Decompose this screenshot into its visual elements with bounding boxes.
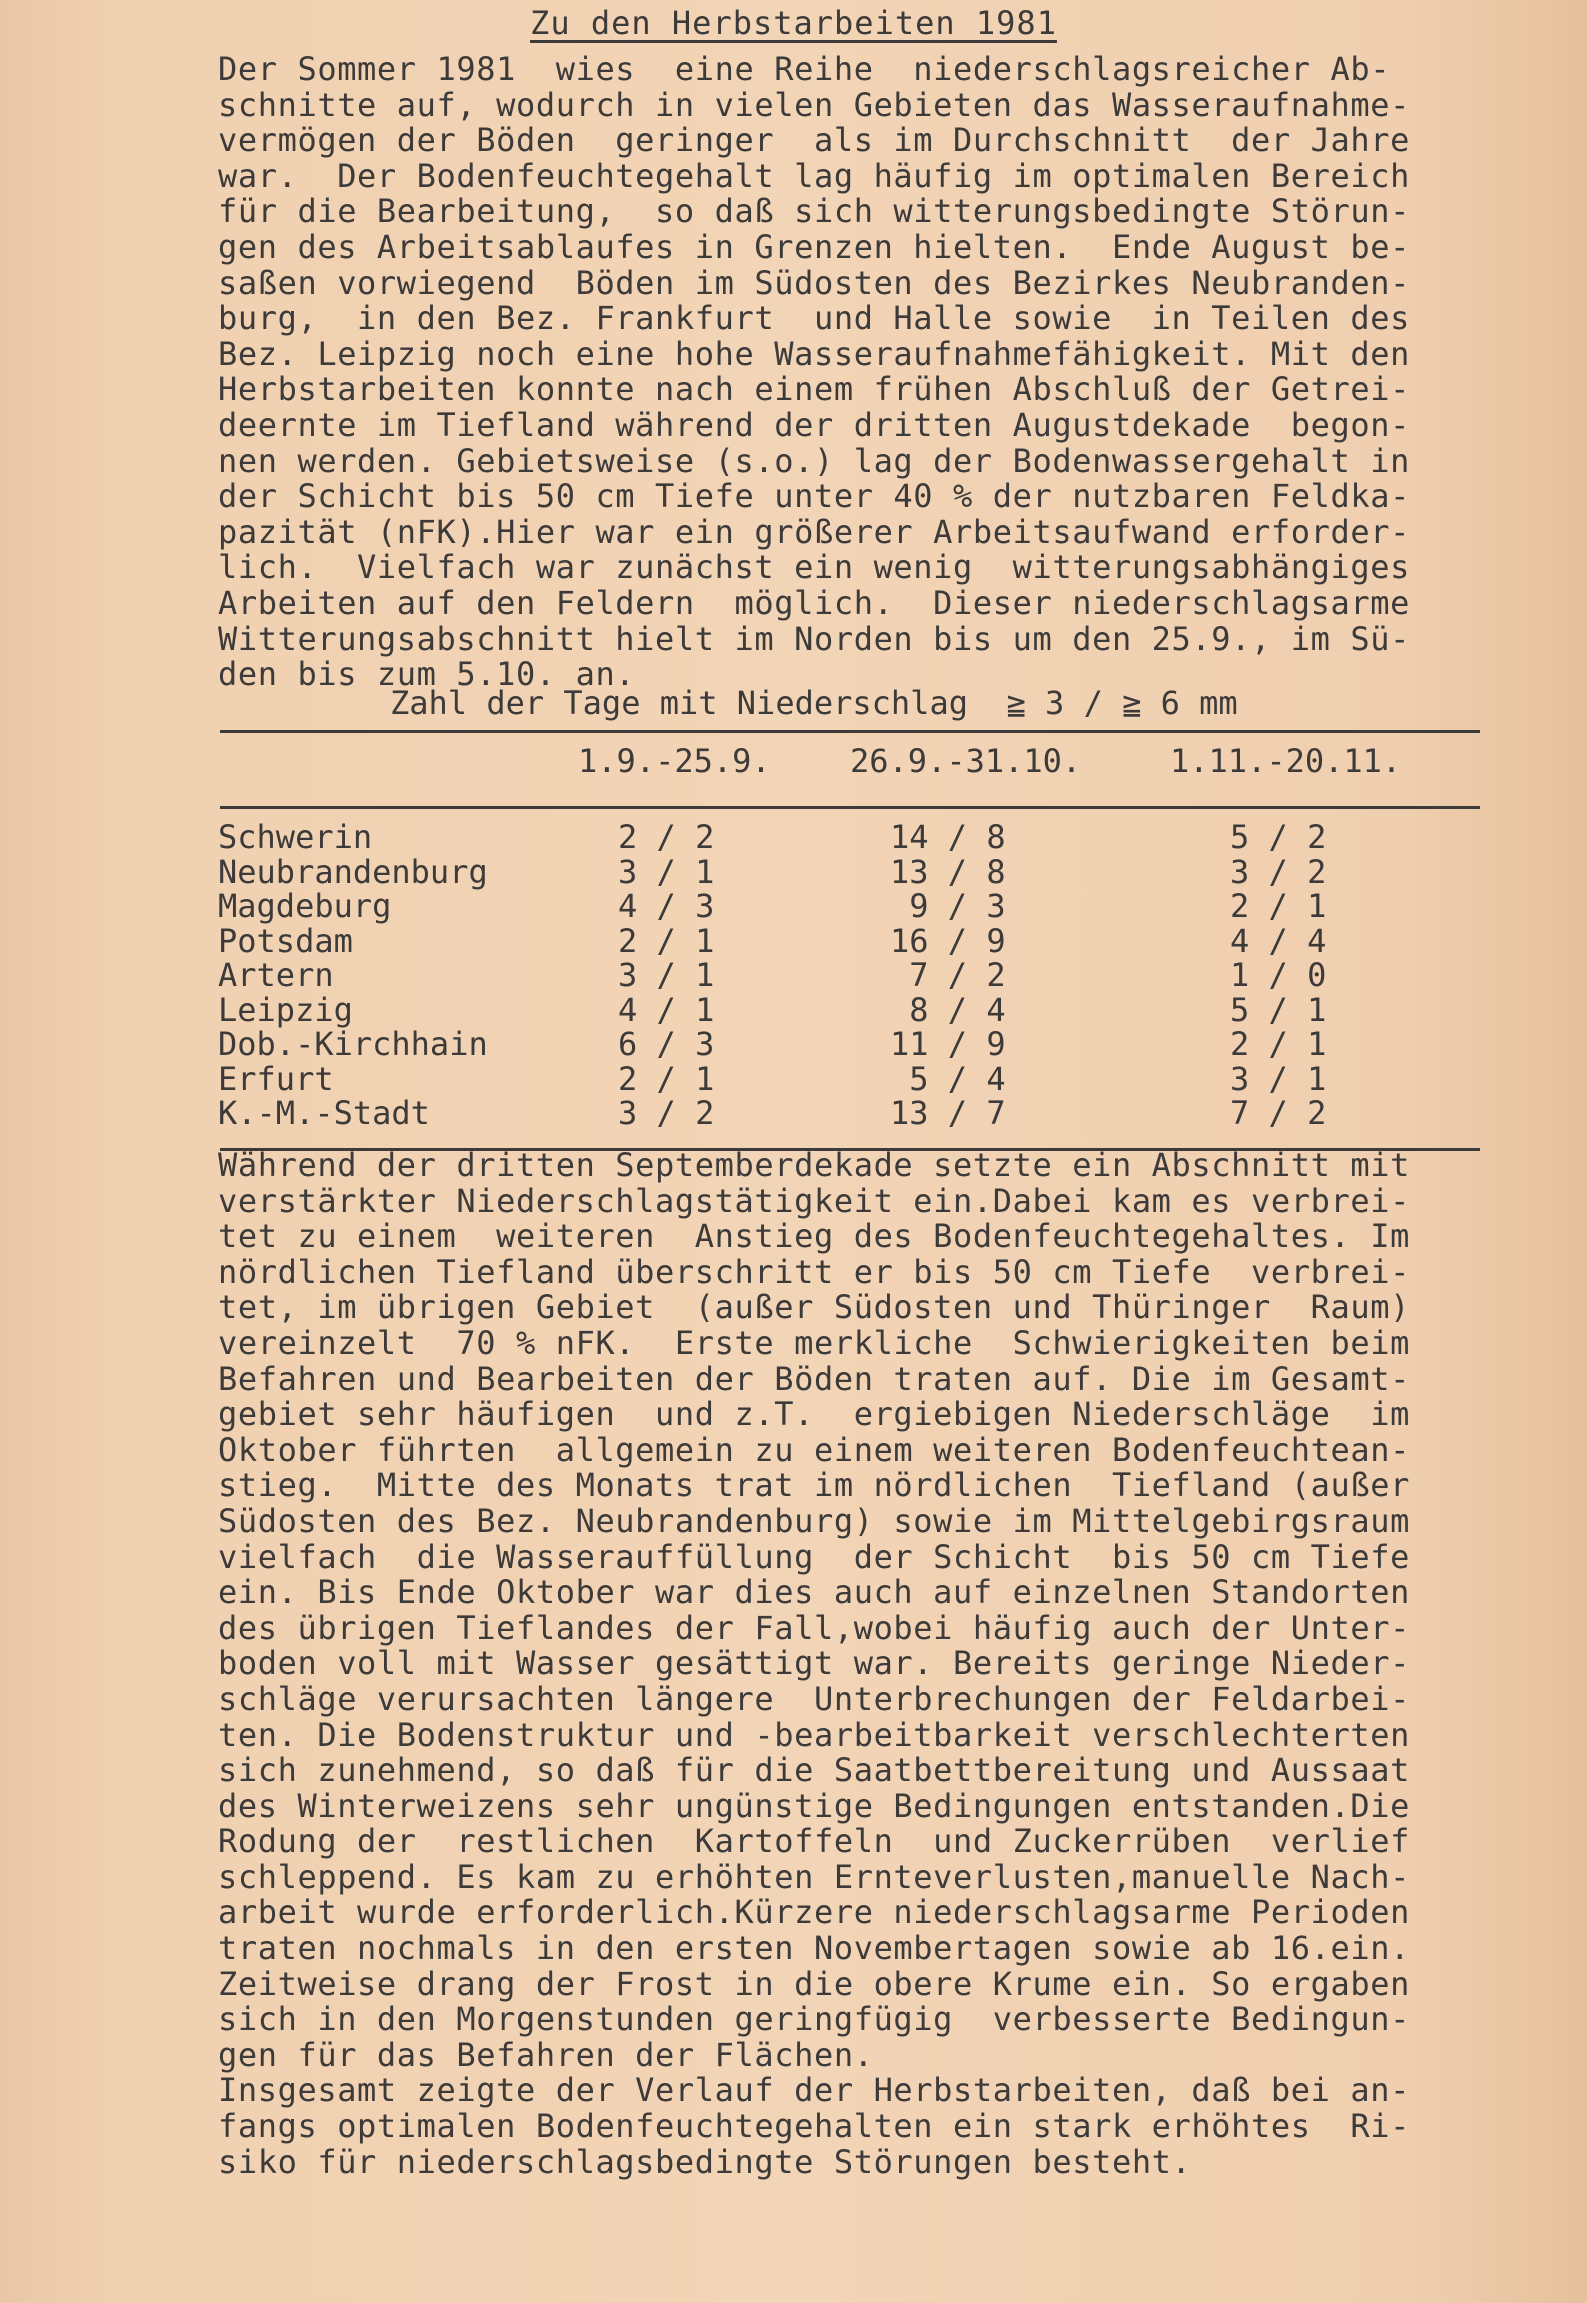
text-line: des Winterweizens sehr ungünstige Bedingungen entstanden.Die: [218, 1786, 1410, 1825]
cell-period-1: 3 / 2: [618, 1094, 715, 1132]
text-line: gen für das Befahren der Flächen.: [218, 2035, 874, 2074]
text-line: lich. Vielfach war zunächst ein wenig witterungsabhängiges: [218, 548, 1410, 587]
text-line: gen des Arbeitsablaufes in Grenzen hielten. Ende August be-: [218, 227, 1410, 266]
text-line: pazität (nFK).Hier war ein größerer Arbeitsaufwand erforder-: [218, 512, 1410, 551]
text-line: für die Bearbeitung, so daß sich witterungsbedingte Störun-: [218, 192, 1410, 231]
text-line: verstärkter Niederschlagstätigkeit ein.Dabei kam es verbrei-: [218, 1181, 1410, 1220]
text-line: Bez. Leipzig noch eine hohe Wasseraufnahmefähigkeit. Mit den: [218, 334, 1410, 373]
cell-period-2: 16 / 9: [890, 921, 1006, 960]
cell-period-1: 3 / 1: [618, 956, 715, 994]
text-line: Der Sommer 1981 wies eine Reihe niederschlagsreicher Ab-: [218, 50, 1391, 88]
text-line: Insgesamt zeigte der Verlauf der Herbstarbeiten, daß bei an-: [218, 2071, 1410, 2110]
text-line: siko für niederschlagsbedingte Störungen besteht.: [218, 2142, 1192, 2181]
text-line: Zeitweise drang der Frost in die obere Krume ein. So ergaben: [218, 1964, 1410, 2003]
table-heading: Zahl der Tage mit Niederschlag ≧ 3 / ≧ 6 mm: [390, 684, 1238, 722]
cell-period-3: 5 / 1: [1230, 990, 1327, 1029]
text-line: Arbeiten auf den Feldern möglich. Dieser niederschlagsarme: [218, 583, 1410, 622]
cell-period-2: 13 / 8: [890, 852, 1006, 891]
text-line: burg, in den Bez. Frankfurt und Halle sowie in Teilen des: [218, 299, 1410, 338]
text-line: ten. Die Bodenstruktur und -bearbeitbarkeit verschlechterten: [218, 1715, 1410, 1754]
station-name: Potsdam: [218, 921, 353, 960]
text-line: deernte im Tiefland während der dritten Augustdekade begon-: [218, 405, 1410, 444]
text-line: saßen vorwiegend Böden im Südosten des Bezirkes Neubranden-: [218, 263, 1410, 302]
text-line: Herbstarbeiten konnte nach einem frühen Abschluß der Getrei-: [218, 370, 1410, 409]
text-line: war. Der Bodenfeuchtegehalt lag häufig im optimalen Bereich: [218, 156, 1410, 195]
cell-period-2: 14 / 8: [890, 818, 1006, 856]
cell-period-3: 3 / 1: [1230, 1059, 1327, 1098]
station-name: Magdeburg: [218, 887, 392, 925]
text-line: arbeit wurde erforderlich.Kürzere niederschlagsarme Perioden: [218, 1893, 1410, 1932]
text-line: tet, im übrigen Gebiet (außer Südosten und Thüringer Raum): [218, 1288, 1410, 1327]
cell-period-1: 2 / 1: [618, 1059, 715, 1098]
cell-period-1: 4 / 3: [618, 887, 715, 925]
cell-period-3: 5 / 2: [1230, 818, 1327, 856]
text-line: Während der dritten Septemberdekade setzte ein Abschnitt mit: [218, 1146, 1410, 1184]
station-name: Erfurt: [218, 1059, 334, 1098]
text-line: tet zu einem weiteren Anstieg des Bodenfeuchtegehaltes. Im: [218, 1217, 1410, 1256]
cell-period-3: 2 / 1: [1230, 1025, 1327, 1063]
text-line: schnitte auf, wodurch in vielen Gebieten das Wasseraufnahme-: [218, 85, 1410, 124]
text-line: des übrigen Tieflandes der Fall,wobei häufig auch der Unter-: [218, 1608, 1410, 1647]
cell-period-1: 2 / 2: [618, 818, 715, 856]
text-line: Befahren und Bearbeiten der Böden traten auf. Die im Gesamt-: [218, 1359, 1410, 1398]
cell-period-1: 6 / 3: [618, 1025, 715, 1063]
cell-period-3: 1 / 0: [1230, 956, 1327, 994]
cell-period-3: 3 / 2: [1230, 852, 1327, 891]
column-header-2: 26.9.-31.10.: [850, 742, 1082, 780]
table-rule-header: [220, 806, 1480, 809]
text-line: der Schicht bis 50 cm Tiefe unter 40 % der nutzbaren Feldka-: [218, 477, 1410, 516]
cell-period-1: 2 / 1: [618, 921, 715, 960]
text-line: boden voll mit Wasser gesättigt war. Bereits geringe Nieder-: [218, 1644, 1410, 1683]
text-line: traten nochmals in den ersten Novembertagen sowie ab 16.ein.: [218, 1929, 1410, 1968]
paragraph-1: [218, 52, 1490, 693]
text-line: sich zunehmend, so daß für die Saatbettbereitung und Aussaat: [218, 1751, 1410, 1790]
cell-period-3: 4 / 4: [1230, 921, 1327, 960]
cell-period-3: 2 / 1: [1230, 887, 1327, 925]
text-line: stieg. Mitte des Monats trat im nördlichen Tiefland (außer: [218, 1466, 1410, 1505]
table-rule-top: [220, 730, 1480, 733]
text-line: fangs optimalen Bodenfeuchtegehalten ein stark erhöhtes Ri-: [218, 2107, 1410, 2146]
text-line: Südosten des Bez. Neubrandenburg) sowie im Mittelgebirgsraum: [218, 1501, 1410, 1540]
cell-period-2: 9 / 3: [890, 887, 1006, 925]
cell-period-2: 13 / 7: [890, 1094, 1006, 1132]
cell-period-1: 4 / 1: [618, 990, 715, 1029]
station-name: K.-M.-Stadt: [218, 1094, 430, 1132]
text-line: sich in den Morgenstunden geringfügig verbesserte Bedingun-: [218, 2000, 1410, 2039]
station-name: Schwerin: [218, 818, 373, 856]
station-name: Neubrandenburg: [218, 852, 488, 891]
text-line: nördlichen Tiefland überschritt er bis 50 cm Tiefe verbrei-: [218, 1252, 1410, 1291]
cell-period-2: 5 / 4: [890, 1059, 1006, 1098]
text-line: vereinzelt 70 % nFK. Erste merkliche Schwierigkeiten beim: [218, 1323, 1410, 1362]
text-line: gebiet sehr häufigen und z.T. ergiebigen Niederschläge im: [218, 1395, 1410, 1434]
text-line: vermögen der Böden geringer als im Durchschnitt der Jahre: [218, 121, 1410, 160]
text-line: den bis zum 5.10. an.: [218, 655, 636, 694]
station-name: Dob.-Kirchhain: [218, 1025, 488, 1063]
document-title: Zu den Herbstarbeiten 1981: [530, 4, 1057, 42]
cell-period-1: 3 / 1: [618, 852, 715, 891]
station-name: Artern: [218, 956, 334, 994]
cell-period-2: 8 / 4: [890, 990, 1006, 1029]
cell-period-3: 7 / 2: [1230, 1094, 1327, 1132]
text-line: schläge verursachten längere Unterbrechungen der Feldarbei-: [218, 1679, 1410, 1718]
text-line: ein. Bis Ende Oktober war dies auch auf einzelnen Standorten: [218, 1573, 1410, 1612]
cell-period-2: 7 / 2: [890, 956, 1006, 994]
column-header-1: 1.9.-25.9.: [578, 742, 771, 780]
column-header-3: 1.11.-20.11.: [1170, 742, 1402, 780]
text-line: nen werden. Gebietsweise (s.o.) lag der Bodenwassergehalt in: [218, 441, 1410, 480]
text-line: Rodung der restlichen Kartoffeln und Zuckerrüben verlief: [218, 1822, 1410, 1861]
cell-period-2: 11 / 9: [890, 1025, 1006, 1063]
text-line: Oktober führten allgemein zu einem weiteren Bodenfeuchtean-: [218, 1430, 1410, 1469]
text-line: schleppend. Es kam zu erhöhten Ernteverlusten,manuelle Nach-: [218, 1857, 1410, 1896]
paragraph-2: [218, 1148, 1490, 2180]
text-line: vielfach die Wasserauffüllung der Schicht bis 50 cm Tiefe: [218, 1537, 1410, 1576]
text-line: Witterungsabschnitt hielt im Norden bis um den 25.9., im Sü-: [218, 619, 1410, 658]
station-name: Leipzig: [218, 990, 353, 1029]
